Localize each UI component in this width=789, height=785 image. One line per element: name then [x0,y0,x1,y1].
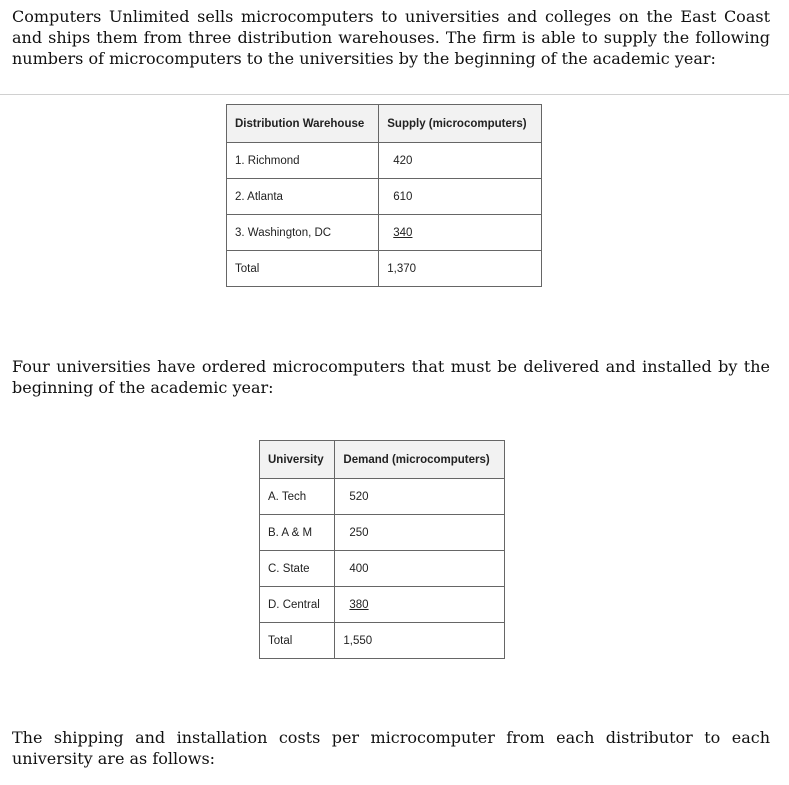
warehouse-name: 2. Atlanta [227,179,379,215]
demand-value: 400 [335,551,505,587]
table-row [227,179,542,215]
table-row [260,551,505,587]
warehouse-name: 1. Richmond [227,143,379,179]
total-label: Total [260,623,335,659]
header-university: University [260,441,335,479]
university-name: B. A & M [260,515,335,551]
demand-value-underlined: 380 [349,598,369,611]
supply-value: 420 [379,143,542,179]
supply-value: 610 [379,179,542,215]
table-header-row [227,105,542,143]
university-name: A. Tech [260,479,335,515]
divider [0,94,789,95]
supply-value [379,215,542,251]
total-label: Total [227,251,379,287]
demand-paragraph: Four universities have ordered microcomputers that must be delivered and installed by the beginning of the academic year: [12,357,770,397]
supply-value-underlined: 340 [393,226,413,239]
supply-table [226,104,542,287]
header-supply: Supply (microcomputers) [379,105,542,143]
demand-value: 250 [335,515,505,551]
table-row [227,215,542,251]
table-row [260,587,505,623]
university-name: D. Central [260,587,335,623]
warehouse-name: 3. Washington, DC [227,215,379,251]
demand-table [259,440,505,659]
table-row [260,623,505,659]
university-name: C. State [260,551,335,587]
cost-paragraph: The shipping and installation costs per microcomputer from each distributor to each university are as follows: [12,728,770,768]
demand-value [335,587,505,623]
table-header-row [260,441,505,479]
header-warehouse: Distribution Warehouse [227,105,379,143]
header-demand: Demand (microcomputers) [335,441,505,479]
total-value: 1,370 [379,251,542,287]
table-row [227,143,542,179]
demand-value: 520 [335,479,505,515]
intro-paragraph: Computers Unlimited sells microcomputers to universities and colleges on the East Coast and ships them from three distribution warehouses. The firm is able to supply the following numbers of microcomputers to the universities by the beginning of the academic year: [12,7,770,68]
table-row [227,251,542,287]
table-row [260,479,505,515]
total-value: 1,550 [335,623,505,659]
table-row [260,515,505,551]
